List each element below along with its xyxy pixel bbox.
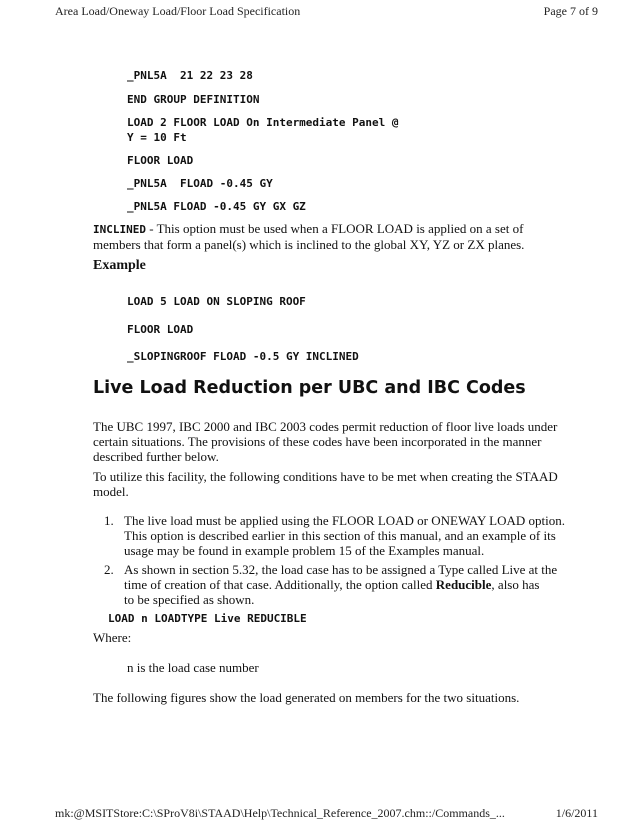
page-number: Page 7 of 9 — [543, 4, 598, 18]
reducible-keyword: Reducible — [435, 577, 492, 592]
section-title: Live Load Reduction per UBC and IBC Codes — [93, 378, 526, 398]
paragraph-line: described further below. — [93, 449, 219, 464]
where-label: Where: — [93, 630, 132, 645]
list-line: to be specified as shown. — [124, 592, 255, 607]
paragraph-line: To utilize this facility, the following conditions have to be met when creating the STAAD — [93, 469, 558, 484]
inclined-text-line1: - This option must be used when a FLOOR LOAD is applied on a set of — [145, 221, 524, 236]
footer-date: 1/6/2011 — [555, 806, 598, 820]
code-line: _PNL5A 21 22 23 28 — [127, 69, 253, 82]
code-line: FLOOR LOAD — [127, 154, 194, 167]
list-line: This option is described earlier in this section of this manual, and an example of its — [124, 528, 556, 543]
code-line: _PNL5A FLOAD -0.45 GY — [127, 177, 273, 190]
example-heading: Example — [93, 258, 146, 273]
code-line: LOAD 2 FLOOR LOAD On Intermediate Panel @ — [127, 116, 399, 129]
code-line: _PNL5A FLOAD -0.45 GY GX GZ — [127, 200, 306, 213]
code-line: Y = 10 Ft — [127, 131, 187, 144]
command-line: LOAD n LOADTYPE Live REDUCIBLE — [108, 612, 307, 625]
paragraph-conditions — [93, 469, 583, 499]
list-number: 1. — [104, 513, 114, 528]
list-line: The live load must be applied using the FLOOR LOAD or ONEWAY LOAD option. — [124, 513, 565, 528]
inclined-paragraph — [93, 221, 573, 252]
paragraph-ubc — [93, 419, 583, 464]
code-line: END GROUP DEFINITION — [127, 93, 260, 106]
footer-path: mk:@MSITStore:C:\SProV8i\STAAD\Help\Technical_Reference_2007.chm::/Commands_... — [55, 806, 505, 820]
code-line: LOAD 5 LOAD ON SLOPING ROOF — [127, 295, 306, 308]
list-text: , also has — [491, 577, 540, 592]
paragraph-line: certain situations. The provisions of these codes have been incorporated in the manner — [93, 434, 542, 449]
where-item: n is the load case number — [127, 660, 259, 675]
list-line — [124, 577, 579, 592]
paragraph-line: The UBC 1997, IBC 2000 and IBC 2003 codes permit reduction of floor live loads under — [93, 419, 558, 434]
code-line: _SLOPINGROOF FLOAD -0.5 GY INCLINED — [127, 350, 359, 363]
list-text: time of creation of that case. Additionally, the option called — [124, 577, 436, 592]
list-line: As shown in section 5.32, the load case has to be assigned a Type called Live at the — [124, 562, 558, 577]
inclined-keyword: INCLINED — [93, 223, 146, 236]
header-title: Area Load/Oneway Load/Floor Load Specification — [55, 4, 301, 18]
closing-paragraph: The following figures show the load generated on members for the two situations. — [93, 690, 520, 705]
code-line: FLOOR LOAD — [127, 323, 194, 336]
inclined-text-line2: members that form a panel(s) which is inclined to the global XY, YZ or ZX planes. — [93, 237, 525, 252]
list-number: 2. — [104, 562, 114, 577]
paragraph-line: model. — [93, 484, 129, 499]
list-line: usage may be found in example problem 15 of the Examples manual. — [124, 543, 485, 558]
